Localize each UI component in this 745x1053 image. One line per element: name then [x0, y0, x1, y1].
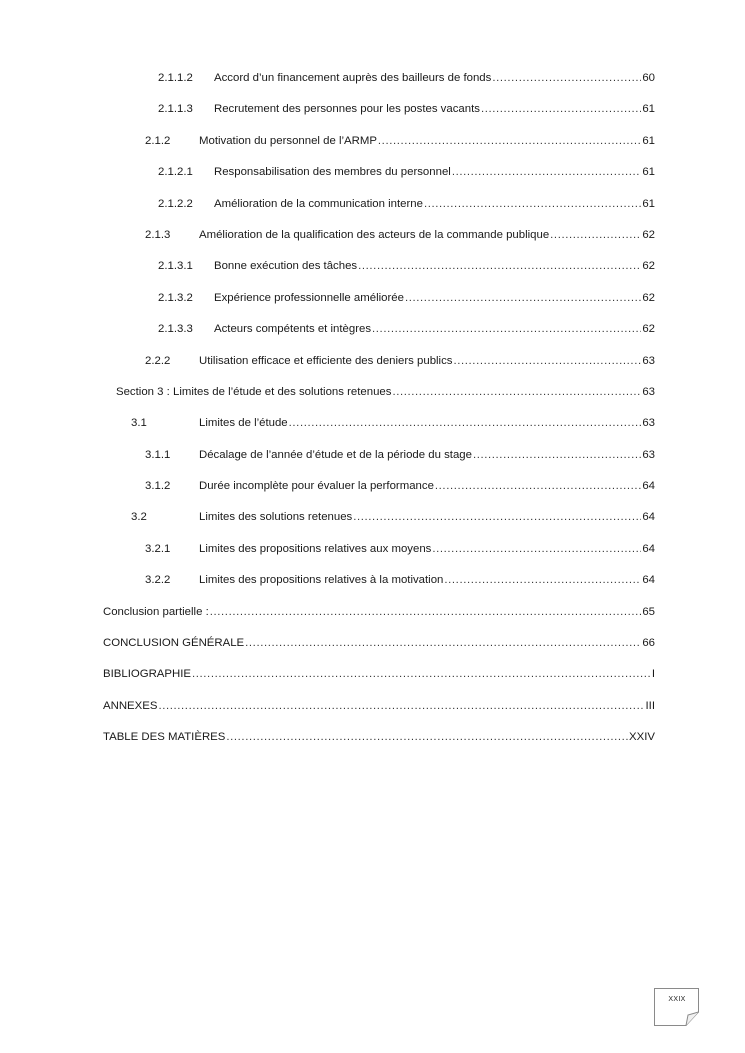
toc-entry-page: 65: [642, 605, 655, 618]
toc-entry[interactable]: [103, 664, 655, 695]
dot-leader: [245, 633, 641, 653]
toc-entry-page: 64: [642, 542, 655, 555]
toc-entry-page: 61: [642, 197, 655, 210]
toc-entry-number: 2.1.1.3: [158, 103, 193, 116]
toc-entry[interactable]: [103, 99, 655, 130]
toc-entry-title: Limites des propositions relatives aux moyens: [199, 542, 432, 555]
dot-leader: [444, 570, 641, 590]
toc-entry-number: 2.1.1.2: [158, 72, 193, 84]
toc-entry-page: 66: [642, 637, 655, 650]
toc-entry-title: ANNEXES: [103, 699, 158, 712]
toc-entry[interactable]: [103, 476, 655, 507]
dot-leader: [158, 696, 644, 716]
toc-entry-number: 2.1.3.1: [158, 260, 193, 273]
dot-leader: [453, 351, 641, 371]
toc-entry[interactable]: [103, 68, 655, 99]
dot-leader: [473, 445, 641, 465]
toc-entry-page: 63: [642, 354, 655, 367]
toc-entry-number: 2.1.2: [145, 134, 171, 147]
toc-entry-number: 2.1.3.2: [158, 291, 193, 304]
toc-entry[interactable]: [103, 602, 655, 633]
toc-entry-number: 3.1.1: [145, 448, 171, 461]
toc-entry-title: Motivation du personnel de l’ARMP: [199, 134, 377, 147]
toc-entry-number: 3.2.2: [145, 574, 171, 587]
toc-entry-number: 3.1.2: [145, 480, 171, 493]
dot-leader: [452, 162, 642, 182]
toc-entry-title: Accord d’un financement auprès des bailleurs de fonds: [214, 72, 492, 84]
toc-entry-title: TABLE DES MATIÈRES: [103, 731, 226, 744]
toc-entry-title: Limites de l’étude: [199, 417, 288, 430]
toc-entry-page: 63: [642, 417, 655, 430]
toc-entry-number: 3.1: [131, 417, 147, 430]
toc-entry-number: 3.2.1: [145, 542, 171, 555]
toc-entry-page: 63: [642, 385, 655, 398]
toc-entry[interactable]: [103, 319, 655, 350]
dot-leader: [358, 256, 641, 276]
dot-leader: [432, 539, 641, 559]
toc-entry-number: 3.2: [131, 511, 147, 524]
toc-entry-title: CONCLUSION GÉNÉRALE: [103, 637, 245, 650]
toc-entry-page: III: [645, 699, 655, 712]
dot-leader: [226, 727, 628, 747]
dot-leader: [289, 413, 642, 433]
toc-entry-page: 62: [642, 260, 655, 273]
table-of-contents: [103, 68, 655, 759]
toc-entry-page: 64: [642, 511, 655, 524]
toc-entry[interactable]: [103, 445, 655, 476]
toc-entry-title: Expérience professionnelle améliorée: [214, 291, 404, 304]
toc-entry-number: 2.1.2.2: [158, 197, 193, 210]
toc-entry-title: Limites des propositions relatives à la motivation: [199, 574, 444, 587]
toc-entry-page: XXIV: [629, 731, 655, 744]
toc-entry[interactable]: [103, 256, 655, 287]
dot-leader: [378, 131, 641, 151]
toc-entry[interactable]: [103, 131, 655, 162]
toc-entry-page: 64: [642, 574, 655, 587]
dot-leader: [550, 225, 641, 245]
toc-entry-page: 62: [642, 323, 655, 336]
toc-entry[interactable]: [103, 413, 655, 444]
toc-entry-number: 2.1.3: [145, 228, 171, 241]
toc-entry-title: BIBLIOGRAPHIE: [103, 668, 191, 681]
toc-entry-page: 62: [642, 291, 655, 304]
page-number: XXIX: [668, 996, 686, 1003]
dot-leader: [210, 602, 642, 622]
toc-entry[interactable]: [103, 382, 655, 413]
dot-leader: [492, 68, 641, 88]
dot-leader: [405, 288, 641, 308]
toc-entry[interactable]: [103, 507, 655, 538]
toc-entry-title: Amélioration de la qualification des acteurs de la commande publique: [199, 228, 550, 241]
dot-leader: [481, 99, 641, 119]
toc-entry[interactable]: [103, 225, 655, 256]
toc-entry-page: 61: [642, 103, 655, 116]
toc-entry-title: Conclusion partielle :: [103, 605, 209, 618]
toc-entry-page: 63: [642, 448, 655, 461]
toc-entry-title: Bonne exécution des tâches: [214, 260, 358, 273]
toc-entry-page: 61: [642, 134, 655, 147]
toc-entry-title: Utilisation efficace et efficiente des deniers publics: [199, 354, 453, 367]
dot-leader: [424, 194, 641, 214]
toc-entry-title: Recrutement des personnes pour les postes vacants: [214, 103, 480, 116]
toc-entry-title: Amélioration de la communication interne: [214, 197, 423, 210]
toc-entry[interactable]: [103, 288, 655, 319]
toc-entry[interactable]: [103, 570, 655, 601]
folded-corner-icon: [654, 988, 700, 1026]
dot-leader: [353, 507, 641, 527]
toc-entry-title: Acteurs compétents et intègres: [214, 323, 372, 336]
toc-entry[interactable]: [103, 696, 655, 727]
dot-leader: [392, 382, 641, 402]
toc-entry-number: 2.1.2.1: [158, 166, 193, 179]
toc-entry-page: 64: [642, 480, 655, 493]
toc-entry-title: Responsabilisation des membres du personnel: [214, 166, 451, 179]
toc-entry-number: 2.1.3.3: [158, 323, 193, 336]
toc-entry-title: Limites des solutions retenues: [199, 511, 353, 524]
toc-entry-number: 2.2.2: [145, 354, 171, 367]
dot-leader: [192, 664, 651, 684]
toc-entry-title: Section 3 : Limites de l’étude et des solutions retenues: [116, 385, 392, 398]
toc-entry[interactable]: [103, 727, 655, 758]
dot-leader: [372, 319, 641, 339]
toc-entry[interactable]: [103, 351, 655, 382]
toc-entry-title: Décalage de l’année d’étude et de la période du stage: [199, 448, 472, 461]
toc-entry[interactable]: [103, 539, 655, 570]
toc-entry-page: 60: [642, 72, 655, 84]
toc-entry-page: 61: [642, 166, 655, 179]
toc-entry-title: Durée incomplète pour évaluer la performance: [199, 480, 434, 493]
toc-entry-page: I: [651, 668, 655, 681]
toc-entry[interactable]: [103, 194, 655, 225]
toc-entry-page: 62: [642, 228, 655, 241]
toc-entry[interactable]: [103, 633, 655, 664]
page-number-box: [654, 988, 698, 1024]
toc-entry[interactable]: [103, 162, 655, 193]
dot-leader: [435, 476, 641, 496]
